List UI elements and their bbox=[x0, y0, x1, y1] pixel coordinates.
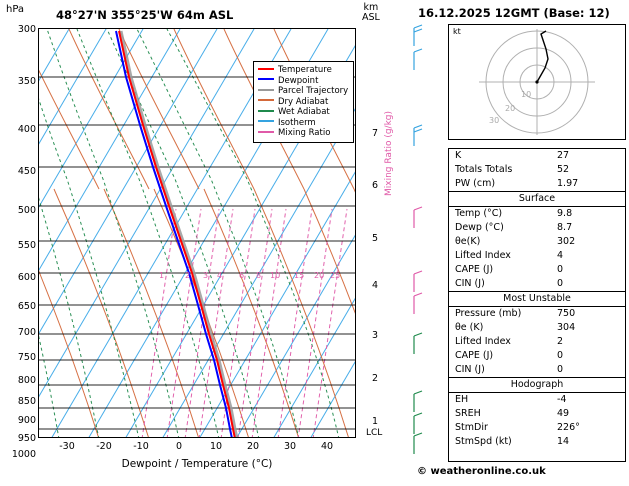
row-key: CIN (J) bbox=[455, 278, 485, 289]
table-row bbox=[449, 435, 625, 449]
xtick--20: -20 bbox=[96, 441, 112, 452]
kmtick-3: 3 bbox=[372, 330, 379, 341]
row-key: θe(K) bbox=[455, 236, 481, 247]
row-value: 14 bbox=[557, 436, 570, 447]
kmtick-1: 1 bbox=[372, 416, 379, 427]
row-key: CAPE (J) bbox=[455, 264, 494, 275]
ytick-500: 500 bbox=[17, 205, 36, 216]
section-header-hodograph: Hodograph bbox=[449, 377, 625, 393]
row-key: CIN (J) bbox=[455, 364, 485, 375]
row-value: 0 bbox=[557, 364, 564, 375]
legend-item-temperature: Temperature bbox=[258, 65, 348, 76]
legend-item-dewpoint: Dewpoint bbox=[258, 76, 348, 87]
legend-item-dry-adiabat: Dry Adiabat bbox=[258, 97, 348, 108]
indices-table bbox=[448, 148, 626, 462]
row-value: 1.97 bbox=[557, 178, 579, 189]
table-row bbox=[449, 421, 625, 435]
hodograph-unit-label: kt bbox=[453, 27, 461, 36]
legend-item-mixing-ratio: Mixing Ratio bbox=[258, 128, 348, 139]
row-value: 0 bbox=[557, 264, 564, 275]
xtick-40: 40 bbox=[320, 441, 334, 452]
mixlabel-10: 10 bbox=[270, 271, 281, 280]
ytick-350: 350 bbox=[17, 76, 36, 87]
ytick-400: 400 bbox=[17, 124, 36, 135]
altitude-axis bbox=[356, 28, 390, 438]
row-value: 302 bbox=[557, 236, 576, 247]
copyright-credit: © weatheronline.co.uk bbox=[417, 466, 546, 477]
row-value: 49 bbox=[557, 408, 570, 419]
kmtick-2: 2 bbox=[372, 373, 379, 384]
ytick-900: 900 bbox=[17, 415, 36, 426]
kmtick-5: 5 bbox=[372, 233, 379, 244]
kmtick-6: 6 bbox=[372, 180, 379, 191]
pressure-unit-label: hPa bbox=[6, 4, 25, 15]
section-header-surface: Surface bbox=[449, 191, 625, 207]
row-key: Totals Totals bbox=[455, 164, 513, 175]
table-row bbox=[449, 407, 625, 421]
lcl-label: LCL bbox=[366, 428, 383, 438]
row-value: 0 bbox=[557, 278, 564, 289]
xtick-20: 20 bbox=[246, 441, 260, 452]
kmtick-4: 4 bbox=[372, 280, 379, 291]
mixlabel-25: 25 bbox=[330, 271, 341, 280]
hodograph-box bbox=[448, 24, 626, 140]
forecast-date-title: 16.12.2025 12GMT (Base: 12) bbox=[418, 6, 610, 20]
station-title: 48°27'N 355°25'W 64m ASL bbox=[56, 8, 234, 22]
table-row bbox=[449, 207, 625, 221]
row-key: Lifted Index bbox=[455, 336, 511, 347]
skewt-plot-area bbox=[38, 28, 356, 438]
xtick-30: 30 bbox=[283, 441, 297, 452]
row-value: 0 bbox=[557, 350, 564, 361]
row-key: Temp (°C) bbox=[455, 208, 503, 219]
table-row bbox=[449, 263, 625, 277]
table-row bbox=[449, 249, 625, 263]
row-key: EH bbox=[455, 394, 469, 405]
row-key: SREH bbox=[455, 408, 481, 419]
ytick-600: 600 bbox=[17, 272, 36, 283]
row-value: 8.7 bbox=[557, 222, 573, 233]
table-row bbox=[449, 321, 625, 335]
mixlabel-6: 6 bbox=[239, 271, 245, 280]
row-key: Lifted Index bbox=[455, 250, 511, 261]
xtick-10: 10 bbox=[209, 441, 223, 452]
table-row bbox=[449, 149, 625, 163]
ytick-950: 950 bbox=[17, 433, 36, 444]
info-panel bbox=[414, 0, 629, 486]
row-value: 52 bbox=[557, 164, 570, 175]
row-key: StmDir bbox=[455, 422, 488, 433]
ytick-700: 700 bbox=[17, 327, 36, 338]
table-row bbox=[449, 221, 625, 235]
row-key: Dewp (°C) bbox=[455, 222, 504, 233]
chart-legend bbox=[253, 61, 354, 143]
legend-item-isotherm: Isotherm bbox=[258, 118, 348, 129]
row-value: 4 bbox=[557, 250, 564, 261]
xtick-0: 0 bbox=[175, 441, 183, 452]
ytick-800: 800 bbox=[17, 375, 36, 386]
row-key: K bbox=[455, 150, 462, 161]
svg-text:20: 20 bbox=[505, 104, 516, 113]
svg-text:10: 10 bbox=[521, 90, 532, 99]
hodograph-svg bbox=[449, 25, 625, 139]
row-value: -4 bbox=[557, 394, 567, 405]
mixlabel-8: 8 bbox=[256, 271, 262, 280]
row-value: 226° bbox=[557, 422, 580, 433]
row-value: 304 bbox=[557, 322, 576, 333]
ytick-550: 550 bbox=[17, 240, 36, 251]
legend-item-wet-adiabat: Wet Adiabat bbox=[258, 107, 348, 118]
mixlabel-3: 3 bbox=[203, 271, 209, 280]
table-row bbox=[449, 393, 625, 407]
mixlabel-20: 20 bbox=[314, 271, 325, 280]
mixlabel-4: 4 bbox=[217, 271, 223, 280]
mixlabel-2: 2 bbox=[185, 271, 191, 280]
kmtick-7: 7 bbox=[372, 128, 379, 139]
xtick--10: -10 bbox=[133, 441, 149, 452]
row-key: θe (K) bbox=[455, 322, 484, 333]
table-row bbox=[449, 235, 625, 249]
table-row bbox=[449, 277, 625, 291]
mixlabel-15: 15 bbox=[294, 271, 305, 280]
legend-item-parcel: Parcel Trajectory bbox=[258, 86, 348, 97]
table-row bbox=[449, 349, 625, 363]
table-row bbox=[449, 307, 625, 321]
ytick-750: 750 bbox=[17, 352, 36, 363]
mixlabel-1: 1 bbox=[159, 271, 165, 280]
row-value: 9.8 bbox=[557, 208, 573, 219]
row-key: StmSpd (kt) bbox=[455, 436, 512, 447]
row-key: CAPE (J) bbox=[455, 350, 494, 361]
ytick-450: 450 bbox=[17, 166, 36, 177]
section-header-most-unstable: Most Unstable bbox=[449, 291, 625, 307]
xtick--30: -30 bbox=[59, 441, 75, 452]
ytick-1000: 1000 bbox=[11, 449, 36, 460]
table-row bbox=[449, 177, 625, 191]
table-row bbox=[449, 163, 625, 177]
x-axis-title: Dewpoint / Temperature (°C) bbox=[121, 458, 273, 470]
row-key: PW (cm) bbox=[455, 178, 496, 189]
row-value: 2 bbox=[557, 336, 564, 347]
km-axis-label: km ASL bbox=[362, 2, 380, 23]
ytick-300: 300 bbox=[17, 24, 36, 35]
row-value: 750 bbox=[557, 308, 576, 319]
ytick-650: 650 bbox=[17, 301, 36, 312]
ytick-850: 850 bbox=[17, 396, 36, 407]
svg-text:30: 30 bbox=[489, 116, 500, 125]
row-value: 27 bbox=[557, 150, 570, 161]
row-key: Pressure (mb) bbox=[455, 308, 522, 319]
table-row bbox=[449, 335, 625, 349]
table-row bbox=[449, 363, 625, 377]
mixing-ratio-axis-label: Mixing Ratio (g/kg) bbox=[384, 110, 394, 196]
